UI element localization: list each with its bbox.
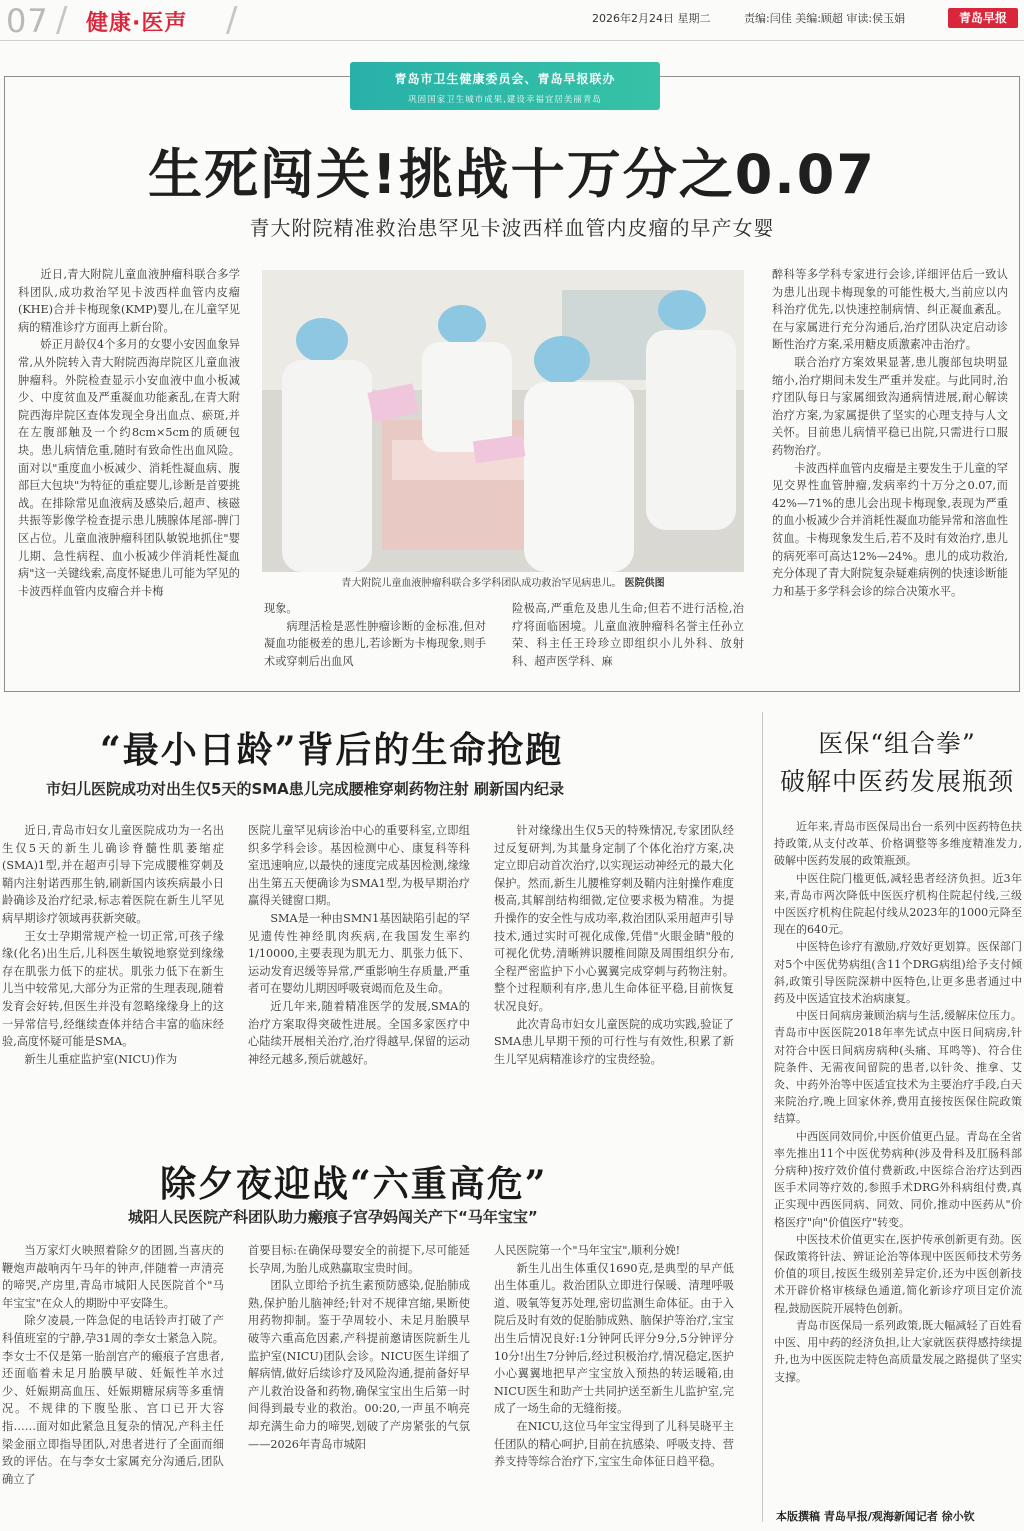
paragraph: 中医特色诊疗有激励,疗效好更划算。医保部门对5个中医优势病组(含11个DRG病组)给予支付倾斜,政策引导医院深耕中医特色,让更多患者通过中药及中医适宜技术治病康复。 [774,940,1022,1006]
feature-subheadline: 青大附院精准救治患罕见卡波西样血管内皮瘤的早产女婴 [249,216,775,240]
paragraph: 中医日间病房兼顾治病与生活,缓解床位压力。青岛市中医医院2018年率先试点中医日间病房,针对符合中医日间病房病种(头痛、耳鸣等)、符合住院条件、无需夜间留院的患者,以针灸、推拿、艾灸、中药外治等中医适宜技术为主要治疗手段,白天来院治疗,晚上回家休养,费用直接按医保住院政策结算。 [774,1009,1022,1126]
paragraph: 现象。 [264,602,298,615]
feature-column-1 [18,266,240,600]
paper-logo: 青岛早报 [948,8,1018,28]
paragraph: 卡波西样血管内皮瘤是主要发生于儿童的罕见交界性血管肿瘤,发病率约十万分之0.07,而42%—71%的患儿会出现卡梅现象,表现为严重的血小板减少合并消耗性凝血功能异常和溶血性贫血。卡梅现象发生后,若不及时有效治疗,患儿的病死率可高达12%—24%。患儿的成功救治,充分体现了青大附院复杂疑难病例的快速诊断能力和基于多学科会诊的综合决策水平。 [772,461,1008,598]
issue-date: 2026年2月24日 星期二 [592,12,711,25]
paragraph: 近几年来,随着精准医学的发展,SMA的治疗方案取得突破性进展。全国多家医疗中心陆续开展相关治疗,治疗得越早,保留的运动神经元越多,预后就越好。 [248,999,470,1066]
paragraph: 近日,青大附院儿童血液肿瘤科联合多学科团队,成功救治罕见卡波西样血管内皮瘤(KHE)合并卡梅现象(KMP)婴儿,在儿童罕见病的精准诊疗方面再上新台阶。 [18,268,240,334]
partner-banner [350,62,660,110]
column-divider [762,712,763,1522]
paragraph: SMA是一种由SMN1基因缺陷引起的罕见遗传性神经肌肉疾病,在我国发生率约1/10000,主要表现为肌无力、肌张力低下、运动发育迟缓等异常,严重影响生存质量,严重者可在婴幼儿期因呼吸衰竭而危及生命。 [248,911,470,996]
article2-column-3 [494,822,734,1068]
paragraph: 中西医同效同价,中医价值更凸显。青岛在全省率先推出11个中医优势病种(涉及骨科及肛肠科部分病种)按疗效价值付费新政,中医综合治疗达到西医手术同等疗效的,参照手术DRG外科病组付费,真正实现中西医同病、同效、同价,推动中医药从"价格医疗"向"价值医疗"转变。 [774,1129,1022,1229]
paragraph: 新生儿重症监护室(NICU)作为 [24,1052,178,1066]
paragraph: 除夕凌晨,一阵急促的电话铃声打破了产科值班室的宁静,孕31周的李女士紧急入院。李女士不仅是第一胎剖宫产的瘢痕子宫患者,还面临着未足月胎膜早破、妊娠性羊水过少、妊娠期高血压、妊娠期糖尿病等多重情况。不规律的下腹坠胀、宫口已开大容指……面对如此紧急且复杂的情况,产科主任梁金丽立即指导团队,对患者进行了全面而细致的评估。在与李女士家属充分沟通后,团队确立了 [2,1314,224,1486]
paragraph: 针对缘缘出生仅5天的特殊情况,专家团队经过反复研判,为其量身定制了个体化治疗方案,决定立即启动首次治疗,以实现运动神经元的最大化保护。然而,新生儿腰椎穿刺及鞘内注射操作难度极高,其解剖结构细微,定位要求极为精准。为提升操作的安全性与成功率,救治团队采用超声引导技术,通过实时可视化成像,凭借"火眼金睛"般的可视化优势,清晰辨识腰椎间隙及周围组织分布,全程严密监护下小心翼翼完成穿刺与药物注射。整个过程顺利有序,患儿生命体征平稳,目前恢复状况良好。 [494,824,734,1013]
paragraph: 中医住院门槛更低,减轻患者经济负担。近3年来,青岛市两次降低中医医疗机构住院起付线,三级中医医疗机构住院起付线从2023年的1000元降至现在的640元。 [774,871,1022,937]
paragraph: 在NICU,这位马年宝宝得到了儿科吴晓平主任团队的精心呵护,目前在抗感染、呼吸支持、营养支持等综合治疗下,宝宝生命体征日趋平稳。 [494,1419,734,1469]
photo-caption [262,574,744,589]
masthead-rule [0,40,1024,41]
paragraph: 病理活检是恶性肿瘤诊断的金标准,但对凝血功能极差的患儿,若诊断为卡梅现象,则手术或穿刺后出血风 [264,619,486,668]
paragraph: 当万家灯火映照着除夕的团圆,当喜庆的鞭炮声敲响丙午马年的钟声,伴随着一声清亮的啼哭,产房里,青岛市城阳人民医院首个"马年宝宝"在众人的期盼中平安降生。 [2,1244,224,1310]
editors-credit: 责编:闫佳 美编:顾超 审读:侯玉娟 [744,12,906,25]
paragraph: 医院儿童罕见病诊治中心的重要科室,立即组织多学科会诊。基因检测中心、康复科等科室迅速响应,以最快的速度完成基因检测,缘缘出生第五天便确诊为SMA1型,为极早期治疗赢得关键窗口期。 [248,824,470,908]
caption-text: 青大附院儿童血液肿瘤科联合多学科团队成功救治罕见病患儿。 [341,578,622,589]
page-number: 07 [6,2,49,40]
article2-column-1 [2,822,224,1068]
paragraph: 新生儿出生体重仅1690克,是典型的早产低出生体重儿。救治团队立即进行保暖、清理呼吸道、吸氧等复苏处理,密切监测生命体征。由于入院后及时有效的促胎肺成熟、脑保护等治疗,宝宝出生后情况良好:1分钟阿氏评分9分,5分钟评分10分!出生7分钟后,经过积极治疗,情况稳定,医护小心翼翼地把早产宝宝放入预热的转运暖箱,由NICU医生和助产士共同护送至新生儿监护室,完成了一场生命的无缝衔接。 [494,1261,734,1416]
divider-slash: / [226,0,238,40]
article2-column-2 [248,822,470,1068]
banner-title: 青岛市卫生健康委员会、青岛早报联办 [394,72,616,86]
feature-column-3 [512,600,744,670]
paragraph: 中医技术价值更实在,医护传承创新更有劲。医保政策将针法、辨证论治等体现中医医师技术劳务价值的项目,按医生级别差异定价,还为中医创新技术开辟价格审核绿色通道,简化新诊疗项目定价流程,鼓励医院开展特色创新。 [774,1232,1022,1315]
byline: 本版撰稿 青岛早报/观海新闻记者 徐小钦 [776,1510,975,1523]
paragraph: 联合治疗方案效果显著,患儿腹部包块明显缩小,治疗期间未发生严重并发症。与此同时,治疗团队每日与家属细致沟通病情进展,耐心解读治疗方案,为家属提供了坚实的心理支持与人文关怀。目前患儿病情平稳已出院,只需进行口服药物治疗。 [772,355,1008,457]
paragraph: 人民医院第一个"马年宝宝",顺利分娩! [494,1244,681,1257]
paragraph: 近年来,青岛市医保局出台一系列中医药特色扶持政策,从支付改革、价格调整等多维度精准发力,破解中医药发展的政策瓶颈。 [774,820,1022,868]
photo-credit: 医院供图 [624,578,665,589]
article3-column-2 [248,1242,470,1453]
article3-subheadline: 城阳人民医院产科团队助力瘢痕子宫孕妈闯关产下“马年宝宝” [128,1208,538,1226]
paragraph: 险极高,严重危及患儿生命;但若不进行活检,治疗将面临困境。儿童血液肿瘤科名誉主任孙立荣、科主任王玲珍立即组织小儿外科、放射科、超声医学科、麻 [512,602,744,668]
article3-column-1 [2,1242,224,1488]
divider-slash: / [56,0,68,40]
article2-subheadline: 市妇儿医院成功对出生仅5天的SMA患儿完成腰椎穿刺药物注射 刷新国内纪录 [46,780,565,798]
paragraph: 首要目标:在确保母婴安全的前提下,尽可能延长孕周,为胎儿成熟赢取宝贵时间。 [248,1244,470,1275]
paragraph: 娇正月龄仅4个多月的女婴小安因血象异常,从外院转入青大附院西海岸院区儿童血液肿瘤科。外院检查显示小安血液中血小板减少、中度贫血及严重凝血功能紊乱,在青大附院西海岸院区查体发现全身出血点、瘀斑,并在左腹部触及一个约8cm×5cm的质硬包块。患儿病情危重,随时有致命性出血风险。面对以"重度血小板减少、消耗性凝血病、腹部巨大包块"为特征的重症婴儿,诊断是首要挑战。在排除常见血液病及感染后,超声、核磁共振等影像学检查提示患儿胰腺体尾部-脾门区占位。儿童血液肿瘤科团队敏锐地抓住"婴儿期、急性病程、血小板减少伴消耗性凝血病"这一关键线索,高度怀疑患儿可能为罕见的卡波西样血管内皮瘤合并卡梅 [18,338,240,598]
article3-column-3 [494,1242,734,1471]
paragraph: 近日,青岛市妇女儿童医院成功为一名出生仅5天的新生儿确诊脊髓性肌萎缩症(SMA)1型,并在超声引导下完成腰椎穿刺及鞘内注射诺西那生钠,刷新国内该疾病最小日龄确诊及治疗纪录,标志着医院在新生儿罕见病早期诊疗领域再获新突破。 [2,824,224,925]
feature-column-4 [772,266,1008,600]
section-name: 健康·医声 [86,11,188,36]
paragraph: 团队立即给予抗生素预防感染,促胎肺成熟,保护胎儿脑神经;针对不规律宫缩,果断使用药物抑制。鉴于孕周较小、未足月胎膜早破等六重高危因素,产科提前邀请医院新生儿监护室(NICU)团队会诊。NICU医生详细了解病情,做好后续诊疗及风险沟通,提前备好早产儿救治设备和药物,确保宝宝出生后第一时间得到最专业的救治。00:20,一声虽不响亮却充满生命力的啼哭,划破了产房紧张的气氛——2026年青岛市城阳 [248,1279,470,1451]
feature-column-2 [264,600,486,670]
paragraph: 醉科等多学科专家进行会诊,详细评估后一致认为患儿出现卡梅现象的可能性极大,当前应以内科治疗优先,以快速控制病情、纠正凝血紊乱。在与家属进行充分沟通后,治疗团队决定启动诊断性治疗方案,采用糖皮质激素冲击治疗。 [772,268,1008,352]
paragraph: 王女士孕期常规产检一切正常,可孩子缘缘(化名)出生后,儿科医生敏锐地察觉到缘缘存在肌张力低下的症状。肌张力低下在新生儿当中较常见,大部分为正常的生理表现,随着发育会好转,但医生并没有忽略缘缘身上的这一异常信号,经继续查体并结合丰富的临床经验,高度怀疑可能是SMA。 [2,929,224,1049]
article4-headline-line1: 医保“组合拳” [818,729,976,758]
article3-headline: 除夕夜迎战“六重高危” [160,1163,548,1205]
article2-headline: “最小日龄”背后的生命抢跑 [100,729,564,771]
paragraph: 此次青岛市妇女儿童医院的成功实践,验证了SMA患儿早期干预的可行性与有效性,积累了新生儿罕见病精准诊疗的宝贵经验。 [494,1017,734,1066]
article4-column [774,818,1022,1386]
feature-headline: 生死闯关!挑战十万分之0.07 [148,143,876,206]
banner-slogan: 巩固国家卫生城市成果,建设幸福宜居美丽青岛 [408,95,602,105]
masthead [0,0,1024,42]
paragraph: 青岛市医保局一系列政策,既大幅减轻了百姓看中医、用中药的经济负担,让大家就医获得感持续提升,也为中医医院走特色高质量发展之路提供了坚实支撑。 [774,1318,1022,1384]
article4-headline-line2: 破解中医药发展瓶颈 [779,767,1014,796]
feature-photo [262,270,744,572]
